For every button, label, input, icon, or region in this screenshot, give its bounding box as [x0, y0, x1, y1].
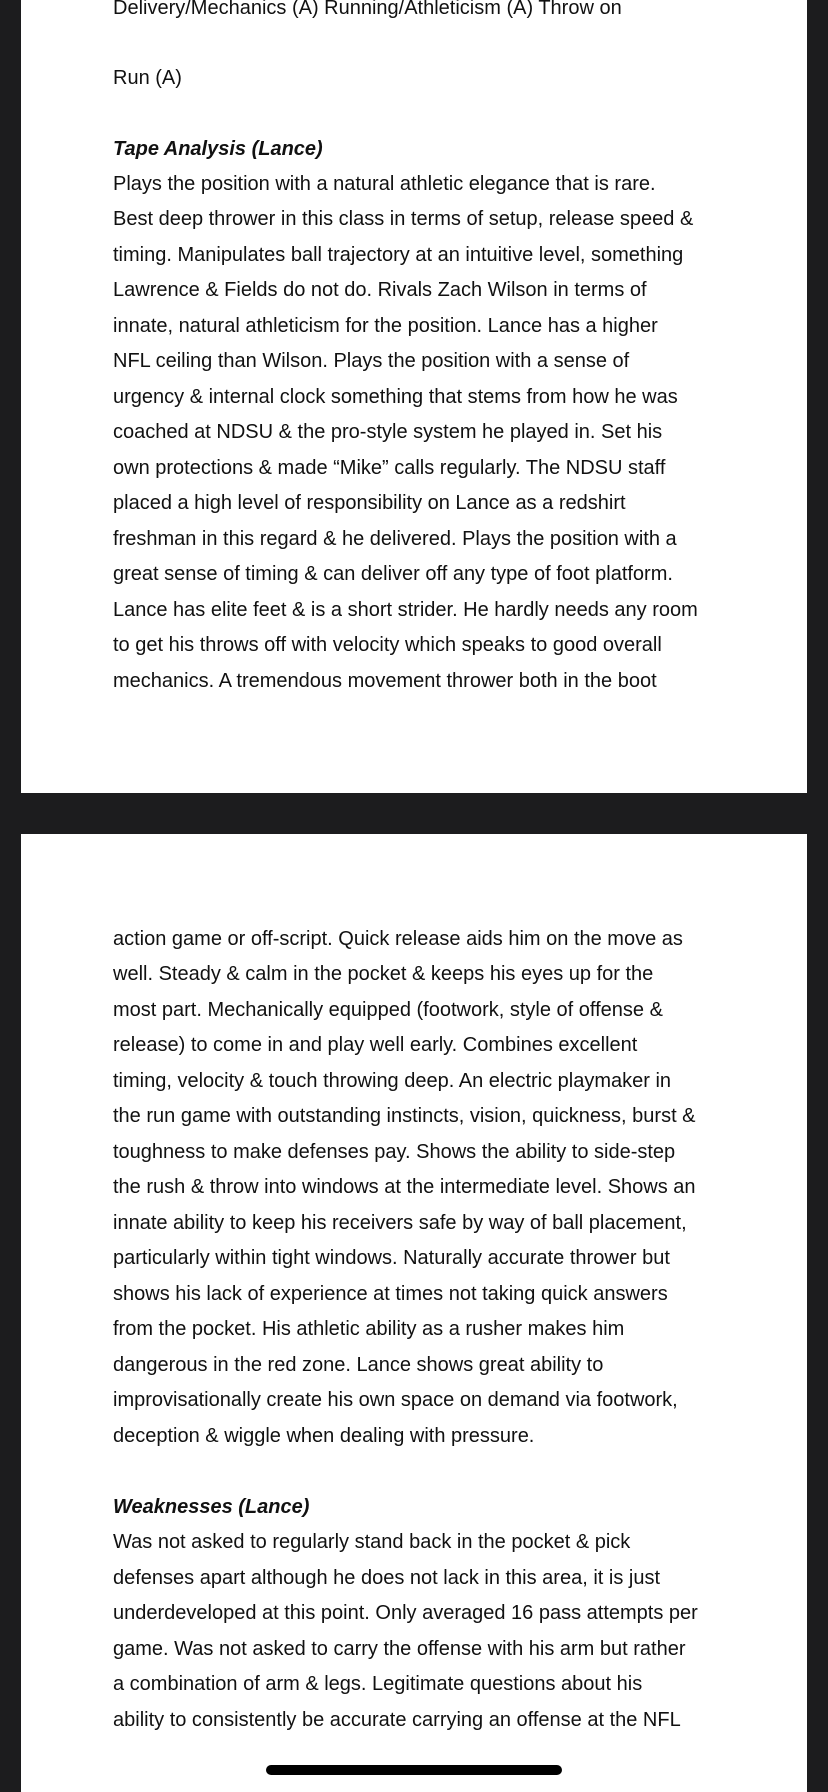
paragraph-line: shows his lack of experience at times not taking quick answers: [113, 1283, 668, 1305]
paragraph-line: the rush & throw into windows at the intermediate level. Shows an: [113, 1176, 696, 1198]
paragraph-line: defenses apart although he does not lack in this area, it is just: [113, 1567, 661, 1589]
paragraph-line: particularly within tight windows. Naturally accurate thrower but: [113, 1247, 670, 1269]
paragraph-line: Lawrence & Fields do not do. Rivals Zach Wilson in terms of: [113, 279, 647, 301]
paragraph-line: action game or off-script. Quick release aids him on the move as: [113, 928, 683, 950]
home-indicator[interactable]: [266, 1765, 562, 1775]
paragraph-line: toughness to make defenses pay. Shows the ability to side-step: [113, 1141, 676, 1163]
paragraph-line: NFL ceiling than Wilson. Plays the position with a sense of: [113, 350, 630, 372]
paragraph-line: freshman in this regard & he delivered. Plays the position with a: [113, 528, 677, 550]
paragraph-line: mechanics. A tremendous movement thrower both in the boot: [113, 670, 657, 692]
paragraph-line: deception & wiggle when dealing with pressure.: [113, 1425, 535, 1447]
paragraph-line: from the pocket. His athletic ability as a rusher makes him: [113, 1318, 625, 1340]
document-page-2: [21, 834, 807, 1792]
grades-line: Delivery/Mechanics (A) Running/Athleticism (A) Throw on: [113, 0, 622, 19]
weaknesses-heading: Weaknesses (Lance): [113, 1496, 310, 1518]
paragraph-line: coached at NDSU & the pro-style system he played in. Set his: [113, 421, 663, 443]
paragraph-line: the run game with outstanding instincts, vision, quickness, burst &: [113, 1105, 696, 1127]
paragraph-line: Plays the position with a natural athletic elegance that is rare.: [113, 173, 656, 195]
paragraph-line: timing, velocity & touch throwing deep. An electric playmaker in: [113, 1070, 672, 1092]
paragraph-line: game. Was not asked to carry the offense with his arm but rather: [113, 1638, 686, 1660]
paragraph-line: innate, natural athleticism for the position. Lance has a higher: [113, 315, 658, 337]
tape-analysis-heading: Tape Analysis (Lance): [113, 138, 323, 160]
paragraph-line: improvisationally create his own space on demand via footwork,: [113, 1389, 678, 1411]
paragraph-line: own protections & made “Mike” calls regularly. The NDSU staff: [113, 457, 666, 479]
paragraph-line: timing. Manipulates ball trajectory at an intuitive level, something: [113, 244, 684, 266]
paragraph-line: innate ability to keep his receivers safe by way of ball placement,: [113, 1212, 687, 1234]
paragraph-line: a combination of arm & legs. Legitimate questions about his: [113, 1673, 643, 1695]
paragraph-line: underdeveloped at this point. Only averaged 16 pass attempts per: [113, 1602, 698, 1624]
paragraph-line: urgency & internal clock something that stems from how he was: [113, 386, 678, 408]
paragraph-line: most part. Mechanically equipped (footwork, style of offense &: [113, 999, 663, 1021]
paragraph-line: Was not asked to regularly stand back in the pocket & pick: [113, 1531, 631, 1553]
paragraph-line: Lance has elite feet & is a short strider. He hardly needs any room: [113, 599, 698, 621]
paragraph-line: dangerous in the red zone. Lance shows great ability to: [113, 1354, 604, 1376]
paragraph-line: to get his throws off with velocity which speaks to good overall: [113, 634, 662, 656]
paragraph-line: great sense of timing & can deliver off any type of foot platform.: [113, 563, 673, 585]
grades-line-continued: Run (A): [113, 67, 182, 89]
paragraph-line: placed a high level of responsibility on Lance as a redshirt: [113, 492, 626, 514]
paragraph-line: release) to come in and play well early. Combines excellent: [113, 1034, 638, 1056]
paragraph-line: Best deep thrower in this class in terms of setup, release speed &: [113, 208, 694, 230]
document-page-1: [21, 0, 807, 793]
paragraph-line: ability to consistently be accurate carrying an offense at the NFL: [113, 1709, 681, 1731]
paragraph-line: well. Steady & calm in the pocket & keeps his eyes up for the: [113, 963, 654, 985]
